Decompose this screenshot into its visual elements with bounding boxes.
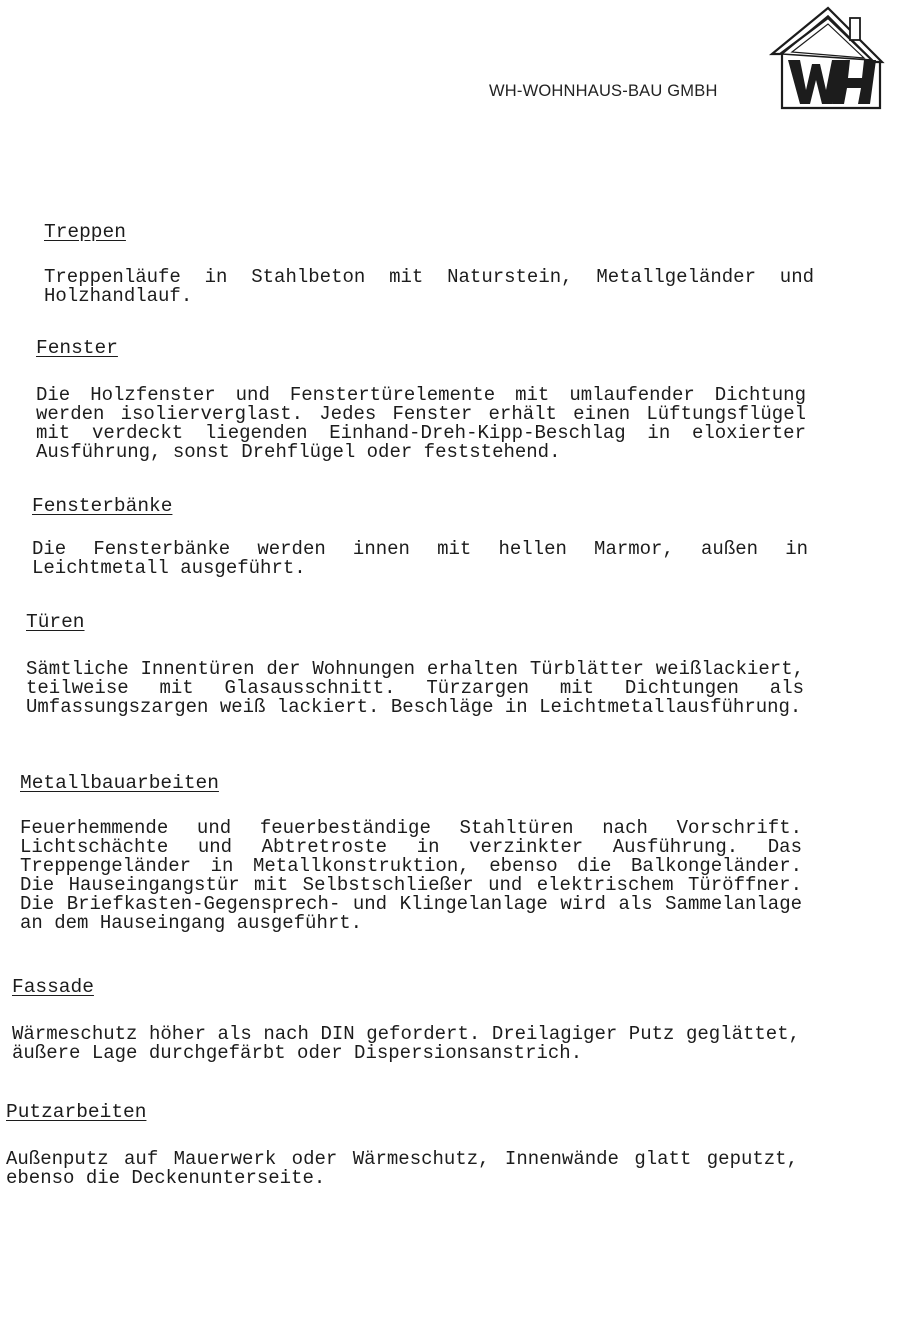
company-name: WH-WOHNHAUS-BAU GMBH [489, 82, 718, 100]
section-heading-treppen: Treppen [44, 221, 126, 243]
section-fenster [36, 336, 806, 462]
section-text-fensterbaenke: Die Fensterbänke werden innen mit hellen Marmor, außen in Leichtmetall ausgeführt. [32, 538, 808, 579]
section-fensterbaenke [32, 494, 808, 578]
section-text-fassade: Wärmeschutz höher als nach DIN gefordert. Dreilagiger Putz geglättet, äußere Lage durchgefärbt oder Dispersionsanstrich. [12, 1023, 800, 1064]
section-heading-putzarbeiten: Putzarbeiten [6, 1101, 147, 1123]
section-heading-metallbauarbeiten: Metallbauarbeiten [20, 772, 219, 794]
section-heading-tueren: Türen [26, 611, 85, 633]
section-heading-fassade: Fassade [12, 976, 94, 998]
section-heading-fensterbaenke: Fensterbänke [32, 495, 173, 517]
section-heading-fenster: Fenster [36, 337, 118, 359]
section-text-fenster: Die Holzfenster und Fenstertürelemente mit umlaufender Dichtung werden isolierverglast. Jedes Fenster erhält einen Lüftungsflügel mit verdeckt liegenden Einhand-Dreh-Kipp-Beschlag in eloxierter Ausführung, sonst Drehflügel oder feststehend. [36, 384, 806, 463]
section-metallbauarbeiten [20, 771, 802, 933]
section-text-putzarbeiten: Außenputz auf Mauerwerk oder Wärmeschutz, Innenwände glatt geputzt, ebenso die Deckenunterseite. [6, 1148, 798, 1189]
section-text-tueren: Sämtliche Innentüren der Wohnungen erhalten Türblätter weißlackiert, teilweise mit Glasausschnitt. Türzargen mit Dichtungen als Umfassungszargen weiß lackiert. Beschläge in Leichtmetallausführung. [26, 658, 804, 718]
section-putzarbeiten [6, 1100, 798, 1188]
section-text-metallbauarbeiten: Feuerhemmende und feuerbeständige Stahltüren nach Vorschrift. Lichtschächte und Abtretroste in verzinkter Ausführung. Das Treppengeländer in Metallkonstruktion, ebenso die Balkongeländer. Die Hauseingangstür mit Selbstschließer und elektrischem Türöffner. Die Briefkasten-Gegensprech- und Klingelanlage wird als Sammelanlage an dem Hauseingang ausgeführt. [20, 817, 802, 934]
section-treppen [44, 220, 814, 306]
section-tueren [26, 610, 804, 717]
wh-house-logo-icon [768, 4, 886, 116]
section-fassade [12, 975, 800, 1063]
section-text-treppen: Treppenläufe in Stahlbeton mit Naturstein, Metallgeländer und Holzhandlauf. [44, 266, 814, 307]
